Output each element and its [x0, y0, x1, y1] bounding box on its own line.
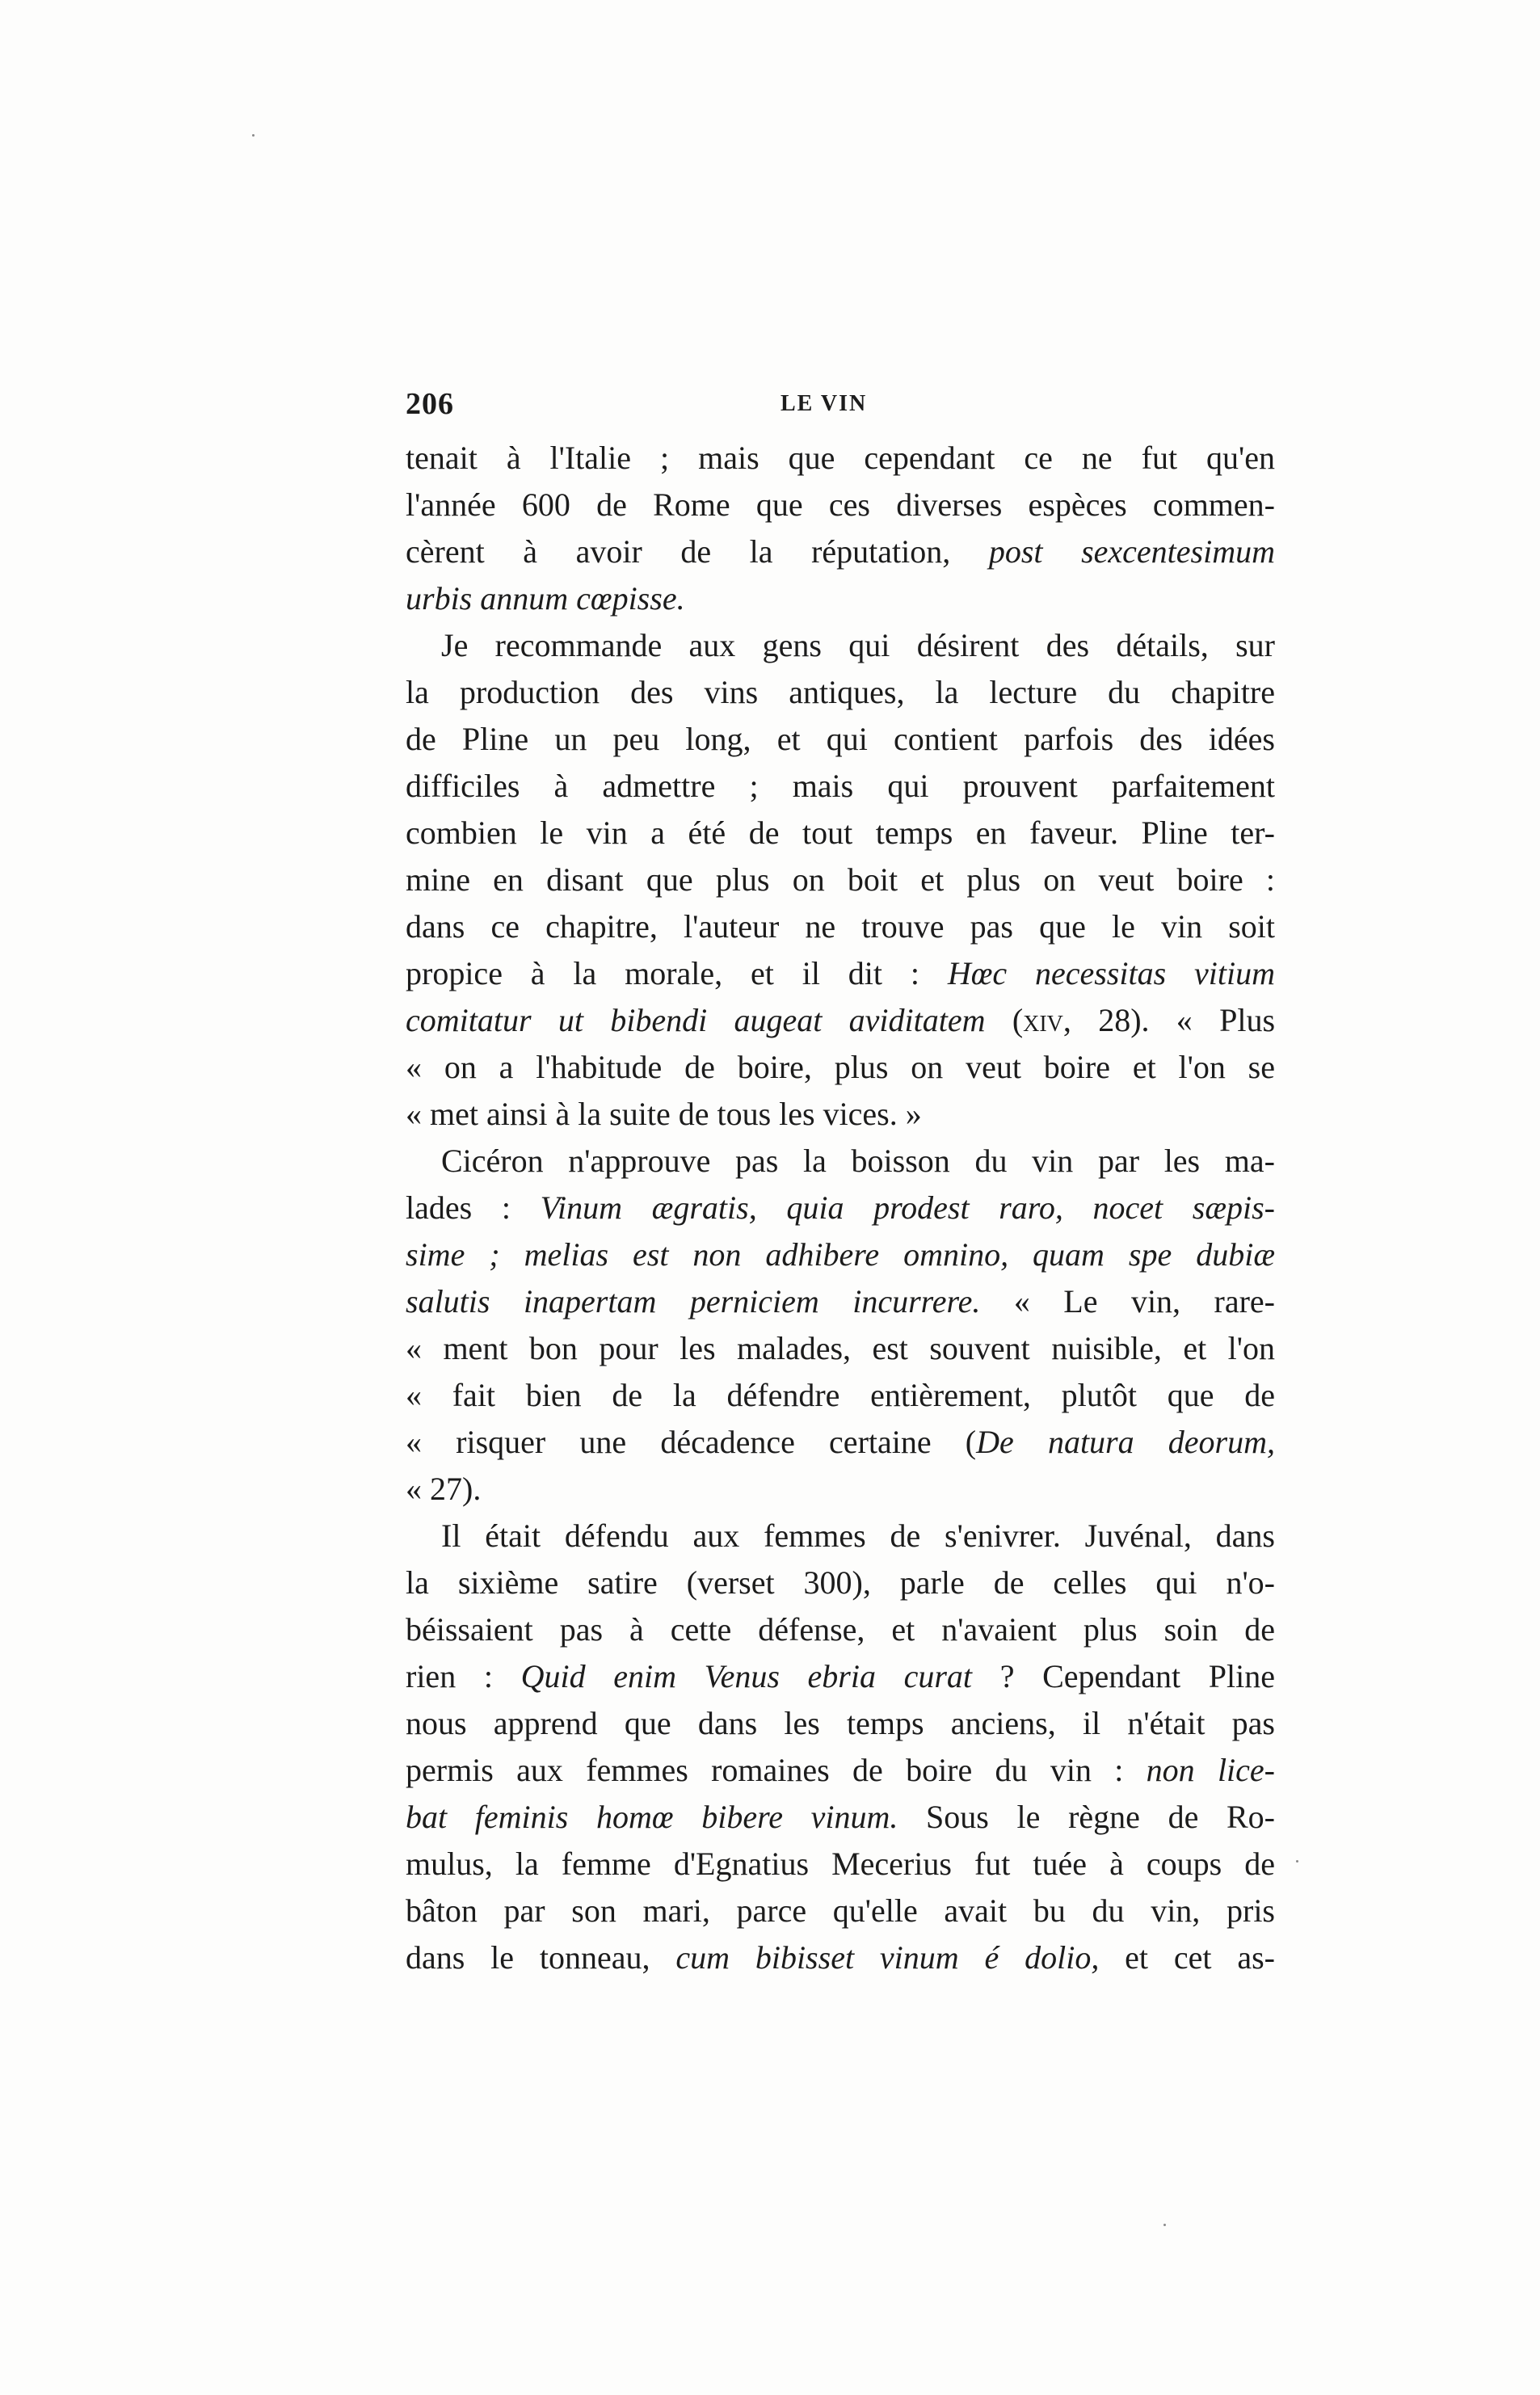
text-line	[406, 1794, 1275, 1841]
page-header	[406, 386, 1275, 422]
latin-quote: De natura deorum,	[976, 1424, 1276, 1460]
text-line	[406, 950, 1275, 997]
text-run: rien :	[406, 1658, 493, 1694]
text-line	[406, 528, 1275, 575]
latin-quote: Hœc necessitas vitium	[947, 955, 1275, 991]
page-number: 206	[406, 387, 454, 421]
text-line: tenait à l'Italie ; mais que cependant ce ne fut qu'en	[406, 440, 1275, 476]
text-line	[406, 1653, 1275, 1700]
text-line: nous apprend que dans les temps anciens, il n'était pas	[406, 1705, 1275, 1741]
body-text	[406, 435, 1275, 1981]
text-line: combien le vin a été de tout temps en faveur. Pline ter-	[406, 814, 1275, 851]
latin-quote: Quid enim Venus ebria curat	[520, 1658, 973, 1694]
text-run: et cet as-	[1125, 1939, 1275, 1976]
text-line	[406, 1747, 1275, 1794]
text-line: « met ainsi à la suite de tous les vices. »	[406, 1096, 922, 1132]
latin-quote: salutis inapertam perniciem incurrere.	[406, 1283, 981, 1320]
text-line	[406, 1278, 1275, 1325]
scan-speck	[252, 134, 255, 137]
text-run: propice à la morale, et il dit :	[406, 955, 919, 991]
text-line	[406, 1419, 1275, 1466]
latin-quote: post sexcentesimum	[988, 533, 1275, 570]
text-run: (	[1012, 1002, 1024, 1038]
latin-quote: Vinum ægratis, quia prodest raro, nocet sæpis-	[540, 1189, 1275, 1226]
text-line: « on a l'habitude de boire, plus on veut boire et l'on se	[406, 1049, 1275, 1085]
latin-quote: bat feminis homœ bibere vinum.	[406, 1799, 898, 1835]
text-line: « 27).	[406, 1471, 482, 1507]
text-line: dans ce chapitre, l'auteur ne trouve pas que le vin soit	[406, 908, 1275, 945]
text-line: béissaient pas à cette défense, et n'avaient plus soin de	[406, 1611, 1275, 1648]
latin-quote: cum bibisset vinum é dolio,	[675, 1939, 1100, 1976]
text-run: ? Cependant Pline	[999, 1658, 1276, 1694]
text-run: « risquer une décadence certaine (	[406, 1424, 977, 1460]
text-line: la production des vins antiques, la lecture du chapitre	[406, 674, 1275, 710]
text-line: difficiles à admettre ; mais qui prouvent parfaitement	[406, 768, 1275, 804]
text-line	[406, 1185, 1275, 1231]
text-run: « Le vin, rare-	[1013, 1283, 1275, 1320]
latin-quote: urbis annum cœpisse.	[406, 580, 685, 617]
text-line: « fait bien de la défendre entièrement, plutôt que de	[406, 1377, 1275, 1413]
latin-quote: non lice-	[1146, 1752, 1276, 1788]
text-run: Sous le règne de Ro-	[926, 1799, 1275, 1835]
text-line: Je recommande aux gens qui désirent des détails, sur	[441, 627, 1275, 663]
citation-numeral: xiv	[1023, 1002, 1063, 1038]
text-run: permis aux femmes romaines de boire du vin :	[406, 1752, 1124, 1788]
text-run: lades :	[406, 1189, 511, 1226]
text-line: bâton par son mari, parce qu'elle avait bu du vin, pris	[406, 1892, 1275, 1929]
scan-speck	[1296, 1860, 1298, 1863]
text-line: mine en disant que plus on boit et plus on veut boire :	[406, 861, 1275, 898]
text-run: , 28). « Plus	[1062, 1002, 1276, 1038]
text-line	[406, 1231, 1275, 1278]
latin-quote: comitatur ut bibendi augeat aviditatem	[406, 1002, 986, 1038]
text-line: de Pline un peu long, et qui contient parfois des idées	[406, 721, 1275, 757]
text-line: mulus, la femme d'Egnatius Mecerius fut tuée à coups de	[406, 1846, 1275, 1882]
text-line	[406, 997, 1275, 1044]
text-line	[406, 575, 1275, 622]
running-title: LE VIN	[781, 391, 868, 416]
text-line: Il était défendu aux femmes de s'enivrer. Juvénal, dans	[441, 1517, 1275, 1554]
text-line: Cicéron n'approuve pas la boisson du vin par les ma-	[441, 1143, 1275, 1179]
text-line	[406, 1934, 1275, 1981]
latin-quote: sime ; melias est non adhibere omnino, quam spe dubiæ	[406, 1236, 1275, 1273]
text-line: l'année 600 de Rome que ces diverses espèces commen-	[406, 486, 1275, 523]
text-line: la sixième satire (verset 300), parle de celles qui n'o-	[406, 1564, 1275, 1601]
text-line: « ment bon pour les malades, est souvent nuisible, et l'on	[406, 1330, 1275, 1366]
scan-speck	[1163, 2224, 1166, 2226]
text-run: cèrent à avoir de la réputation,	[406, 533, 951, 570]
text-run: dans le tonneau,	[406, 1939, 650, 1976]
